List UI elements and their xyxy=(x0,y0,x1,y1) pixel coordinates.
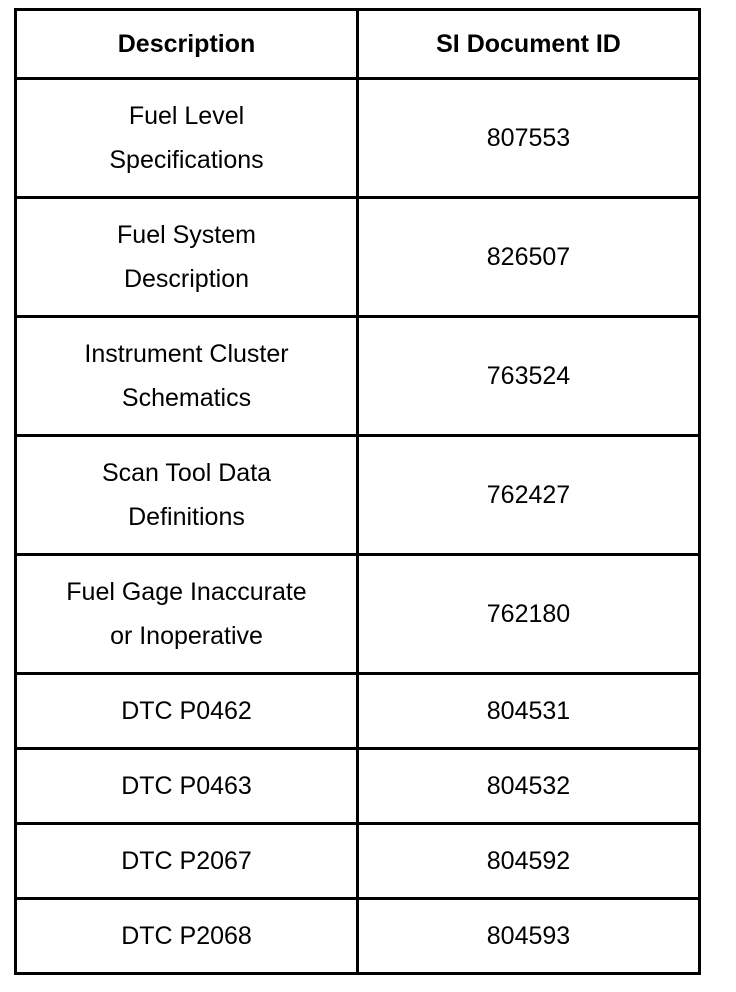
description-column-header: Description xyxy=(16,10,358,79)
table-row xyxy=(16,674,700,749)
table-row xyxy=(16,79,700,198)
doc-id-cell: 807553 xyxy=(358,79,700,198)
doc-id-cell: 804592 xyxy=(358,824,700,899)
description-line: Description xyxy=(123,265,250,293)
description-line: Fuel Gage Inaccurate xyxy=(66,578,307,606)
description-cell xyxy=(16,436,358,555)
description-line: Schematics xyxy=(121,384,252,412)
description-line: DTC P0462 xyxy=(121,697,252,725)
table-row xyxy=(16,198,700,317)
description-cell xyxy=(16,824,358,899)
doc-id-cell: 763524 xyxy=(358,317,700,436)
description-line: Definitions xyxy=(128,503,245,531)
description-cell xyxy=(16,749,358,824)
description-cell xyxy=(16,899,358,974)
table-row xyxy=(16,749,700,824)
description-cell xyxy=(16,555,358,674)
description-cell xyxy=(16,317,358,436)
table-row xyxy=(16,317,700,436)
description-line: Instrument Cluster xyxy=(84,340,289,368)
description-line: DTC P2067 xyxy=(121,847,252,875)
description-line: Fuel System xyxy=(117,221,256,249)
description-cell xyxy=(16,674,358,749)
doc-id-cell: 804593 xyxy=(358,899,700,974)
table-row xyxy=(16,555,700,674)
description-line: Fuel Level xyxy=(128,102,245,130)
description-line: DTC P0463 xyxy=(121,772,252,800)
description-line: or Inoperative xyxy=(110,622,263,650)
description-line: Specifications xyxy=(109,146,264,174)
table-row xyxy=(16,824,700,899)
description-cell xyxy=(16,79,358,198)
table-row xyxy=(16,436,700,555)
table-row xyxy=(16,899,700,974)
description-line: DTC P2068 xyxy=(121,922,252,950)
si-document-table xyxy=(14,8,701,975)
doc-id-cell: 804532 xyxy=(358,749,700,824)
doc-id-column-header: SI Document ID xyxy=(358,10,700,79)
doc-id-cell: 762180 xyxy=(358,555,700,674)
doc-id-cell: 804531 xyxy=(358,674,700,749)
table-header-row xyxy=(16,10,700,79)
description-line: Scan Tool Data xyxy=(101,459,272,487)
doc-id-cell: 762427 xyxy=(358,436,700,555)
doc-id-cell: 826507 xyxy=(358,198,700,317)
description-cell xyxy=(16,198,358,317)
